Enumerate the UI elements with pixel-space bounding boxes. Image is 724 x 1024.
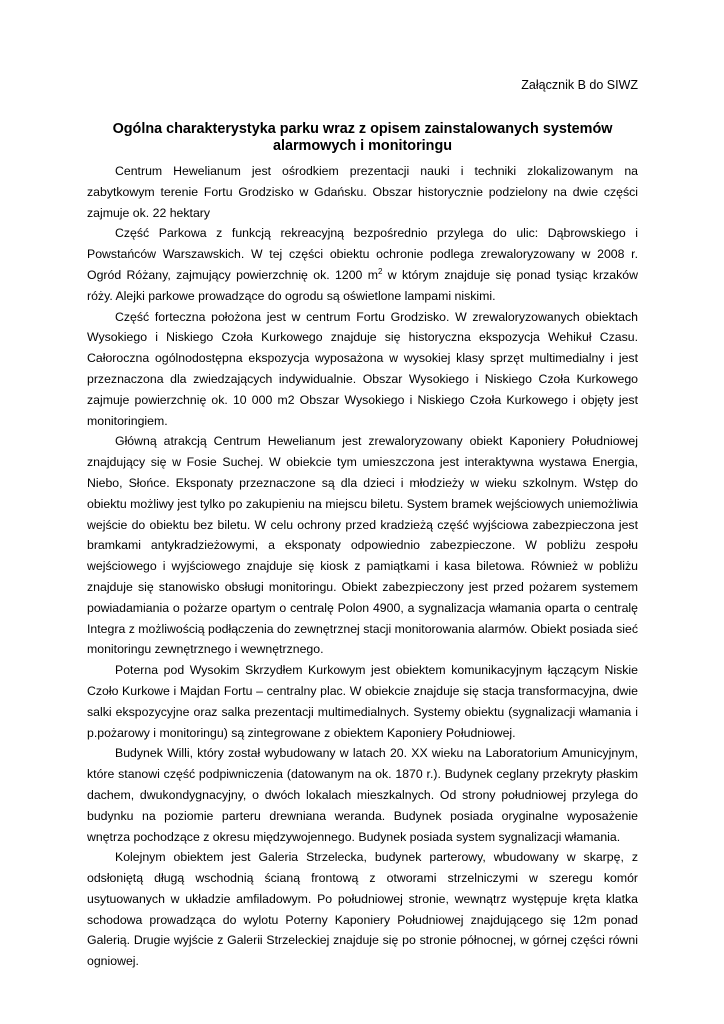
document-body	[87, 161, 638, 972]
paragraph-intro: Centrum Hewelianum jest ośrodkiem prezentacji nauki i techniki zlokalizowanym na zabytkowym terenie Fortu Grodzisko w Gdańsku. Obszar historycznie podzielony na dwie części zajmuje ok. 22 hektary	[87, 164, 638, 220]
document-title	[87, 121, 638, 155]
annex-label: Załącznik B do SIWZ	[521, 78, 638, 92]
title-line-2: alarmowych i monitoringu	[272, 138, 453, 154]
paragraph-park-part	[87, 223, 638, 306]
title-line-1: Ogólna charakterystyka parku wraz z opisem zainstalowanych systemów	[112, 121, 613, 137]
paragraph-park-part-text-b: w którym znajduje się ponad tysiąc krzaków róży. Alejki parkowe prowadzące do ogrodu są oświetlone lampami niskimi.	[87, 267, 638, 303]
paragraph-fortress-part: Część forteczna położona jest w centrum Fortu Grodzisko. W zrewaloryzowanych obiektach Wysokiego i Niskiego Czoła Kurkowego znajduje się historyczna ekspozycja Wehikuł Czasu. Całoroczna ogólnodostępna ekspozycja wyposażona w wysokiej klasy sprzęt multimedialny i jest przeznaczona dla zwiedzających indywidualnie. Obszar Wysokiego i Niskiego Czoła Kurkowego zajmuje powierzchnię ok. 10 000 m2 Obszar Wysokiego i Niskiego Czoła Kurkowego i objęty jest monitoringiem.	[87, 309, 638, 428]
paragraph-park-part-text-a: Część Parkowa z funkcją rekreacyjną bezpośrednio przylega do ulic: Dąbrowskiego i Powstańców Warszawskich. W tej części obiektu ochronie podlega zrewaloryzowany w 2008 r. Ogród Różany, zajmujący powierzchnię ok. 1200 m	[87, 226, 638, 282]
paragraph-park-part-superscript: 2	[377, 266, 383, 276]
document-page	[87, 0, 638, 1024]
paragraph-postern: Poterna pod Wysokim Skrzydłem Kurkowym jest obiektem komunikacyjnym łączącym Niskie Czoło Kurkowe i Majdan Fortu – centralny plac. W obiekcie znajduje się stacja transformacyjna, dwie salki ekspozycyjne oraz salka prezentacji multimedialnych. Systemy obiektu (sygnalizacji włamania i p.pożarowy i monitoringu) są zintegrowane z obiektem Kaponiery Południowej.	[87, 663, 638, 740]
paragraph-villa: Budynek Willi, który został wybudowany w latach 20. XX wieku na Laboratorium Amunicyjnym, które stanowi część podpiwniczenia (datowanym na ok. 1870 r.). Budynek ceglany przekryty płaskim dachem, dwukondygnacyjny, o dwóch lokalach mieszkalnych. Od strony południowej przylega do budynku na poziomie parteru drewniana weranda. Budynek posiada oryginalne wyposażenie wnętrza pochodzące z okresu międzywojennego. Budynek posiada system sygnalizacji włamania.	[87, 746, 638, 844]
paragraph-caponier: Główną atrakcją Centrum Hewelianum jest zrewaloryzowany obiekt Kaponiery Południowej znajdujący się w Fosie Suchej. W obiekcie tym umieszczona jest interaktywna wystawa Energia, Niebo, Słońce. Eksponaty przeznaczone są dla dzieci i młodzieży w wieku szkolnym. Wstęp do obiektu możliwy jest tylko po zakupieniu na miejscu biletu. System bramek wejściowych uniemożliwia wejście do obiektu bez biletu. W celu ochrony przed kradzieżą część wyjściowa zabezpieczona jest bramkami antykradzieżowymi, a eksponaty odpowiednio zabezpieczone. W pobliżu zespołu wejściowego i wyjściowego znajduje się kiosk z pamiątkami i kasa biletowa. Również w pobliżu znajduje się stanowisko obsługi monitoringu. Obiekt zabezpieczony jest przed pożarem systemem powiadamiania o pożarze opartym o centralę Polon 4900, a sygnalizacja włamania oparta o centralę Integra z możliwością podłączenia do zewnętrznej stacji monitorowania alarmów. Obiekt posiada sieć monitoringu zewnętrznego i wewnętrznego.	[87, 434, 638, 657]
paragraph-gallery: Kolejnym obiektem jest Galeria Strzelecka, budynek parterowy, wbudowany w skarpę, z odsłoniętą długą wschodnią ścianą frontową z otworami strzelniczymi w szeregu komór usytuowanych w układzie amfiladowym. Po południowej stronie, wewnątrz występuje kręta klatka schodowa prowadząca do wylotu Poterny Kaponiery Południowej znajdującego się 12m ponad Galerią. Drugie wyjście z Galerii Strzeleckiej znajduje się po stronie północnej, w górnej części równi ogniowej.	[87, 850, 638, 969]
